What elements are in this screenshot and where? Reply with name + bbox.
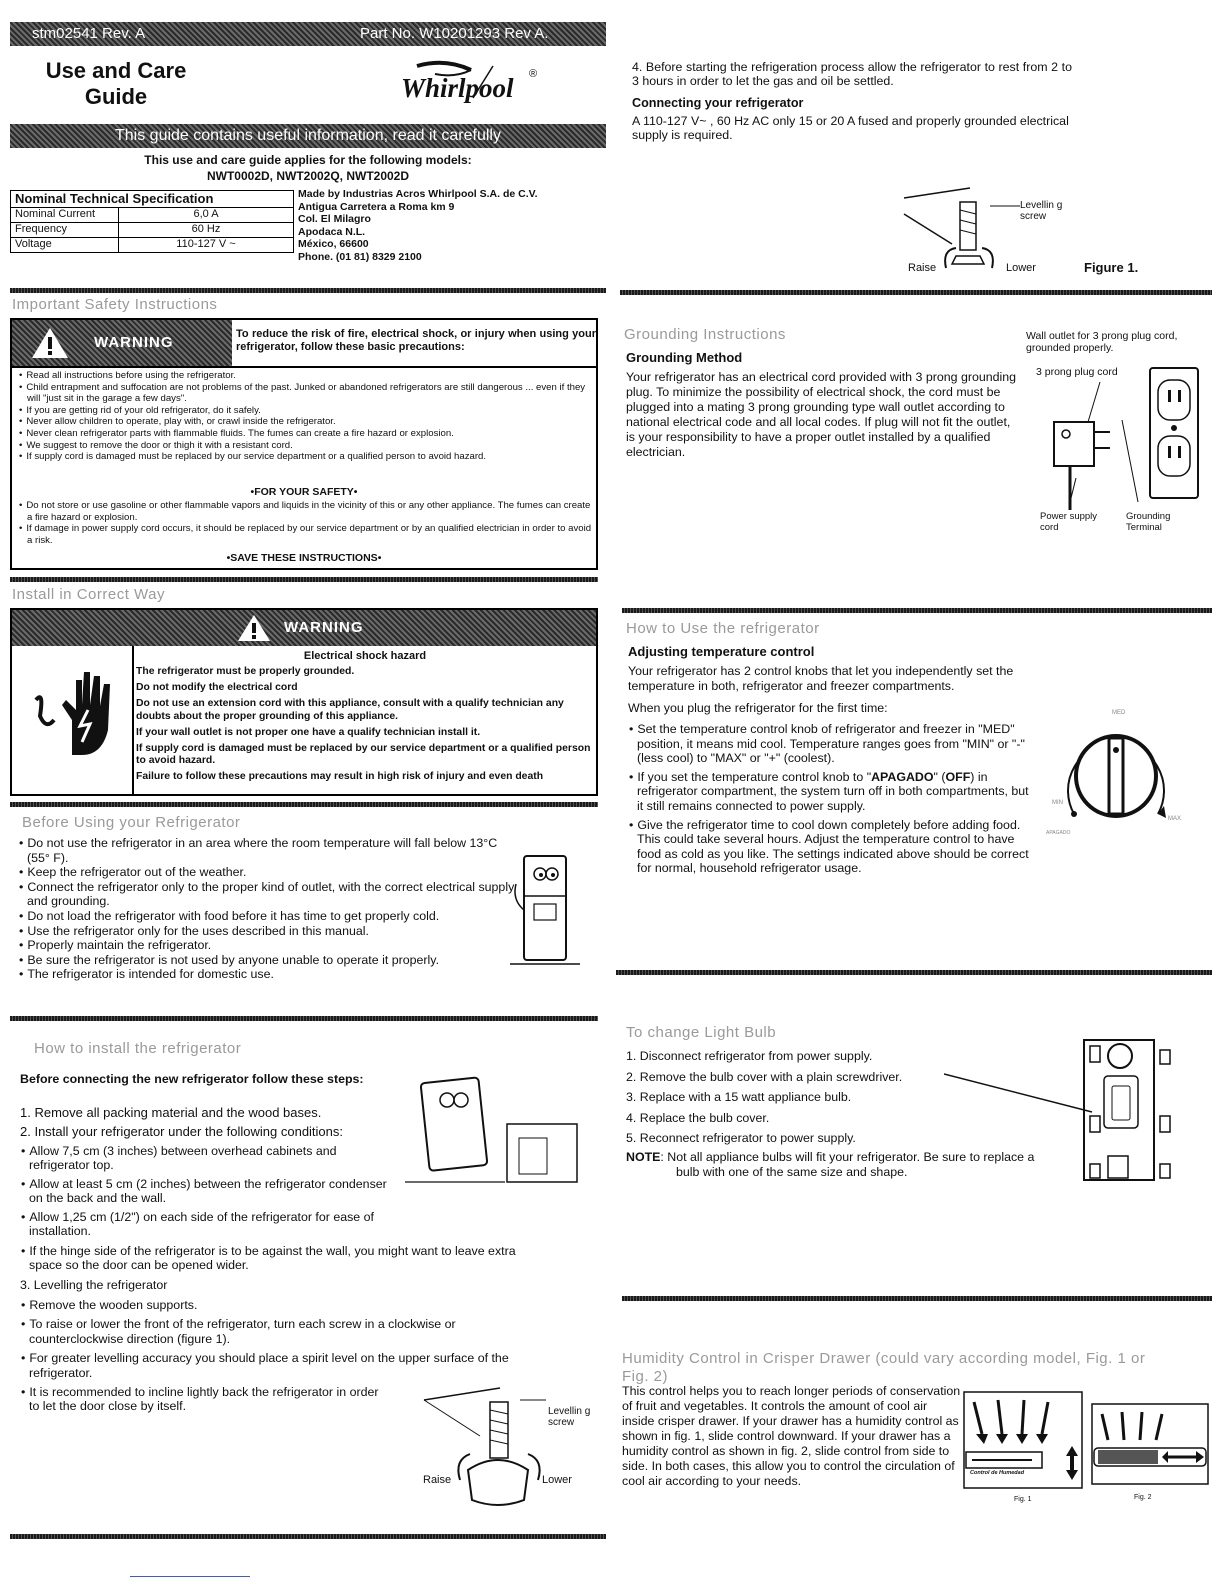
install-step-3: 3. Levelling the refrigerator <box>20 1278 168 1292</box>
step-4: 4. Before starting the refrigeration process allow the refrigerator to rest from 2 to 3 hours in order to let the gas and oil be settled. <box>632 60 1072 89</box>
knob-min-label: MIN <box>1052 800 1063 806</box>
divider <box>616 970 1212 975</box>
divider <box>622 1296 1212 1301</box>
section-title-humidity: Humidity Control in Crisper Drawer (could vary according model, Fig. 1 or Fig. 2) <box>622 1350 1146 1385</box>
electric-hand-icon <box>32 660 122 760</box>
how-use-list <box>628 722 1038 876</box>
fridge-install-illustration <box>395 1074 595 1184</box>
list-item: • Never allow children to operate, play with, or crawl inside the refrigerator. <box>18 416 594 428</box>
divider <box>10 288 606 293</box>
table-row: Voltage 110-127 V ~ <box>11 238 294 253</box>
warning-text: To reduce the risk of fire, electrical shock, or injury when using your refrigerator, follow these basic precautions: <box>236 328 596 353</box>
list-item: • It is recommended to incline lightly back the refrigerator in order to let the door close by itself. <box>20 1385 380 1414</box>
hazard-title: Electrical shock hazard <box>303 650 427 662</box>
fig-lower-label: Lower <box>542 1474 572 1486</box>
fig-levelling-label: Levellin g screw <box>548 1406 591 1428</box>
list-item: • Allow 1,25 cm (1/2") on each side of the refrigerator for ease of installation. <box>20 1210 390 1239</box>
bulb-note: NOTE: Not all appliance bulbs will fit your refrigerator. Be sure to replace a bulb with one of the same size and shape. <box>626 1150 1035 1179</box>
table-row: Nominal Current 6,0 A <box>11 208 294 223</box>
fig-outlet-label: Wall outlet for 3 prong plug cord, grounded properly. <box>1026 330 1178 354</box>
registered-mark: ® <box>529 68 538 80</box>
list-item: If supply cord is damaged must be replaced by our service department or a qualified person to avoid hazard. <box>136 743 591 767</box>
conditions-list-2 <box>20 1244 520 1273</box>
list-item: • Do not load the refrigerator with food before it has time to get properly cold. <box>18 909 518 924</box>
fig2-label: Fig. 2 <box>1134 1494 1152 1501</box>
how-install-intro: Before connecting the new refrigerator follow these steps: <box>20 1072 364 1086</box>
list-item: • Give the refrigerator time to cool down completely before adding food. This could take several hours. Adjust the temperature control to have food as cold as you like. The settings indicated above should be correct for normal, household refrigerator usage. <box>628 818 1038 876</box>
info-banner: This guide contains useful information, read it carefully <box>10 124 606 148</box>
list-item: Failure to follow these precautions may result in high risk of injury and even death <box>136 771 544 783</box>
list-item: • Do not use the refrigerator in an area where the room temperature will fall below 13°C (55° F). <box>18 836 518 865</box>
spec-title: Nominal Technical Specification <box>11 191 294 208</box>
section-title-bulb: To change Light Bulb <box>626 1024 777 1041</box>
list-item: • Be sure the refrigerator is not used by anyone unable to operate it properly. <box>18 953 518 968</box>
list-item: Do not use an extension cord with this appliance, consult with a qualify technician any doubts about the proper grounding of this appliance. <box>136 698 564 722</box>
list-item: • Keep the refrigerator out of the weather. <box>18 865 518 880</box>
divider <box>132 646 134 794</box>
safety-list-2 <box>18 500 594 546</box>
knob-med-label: MED <box>1112 710 1126 716</box>
fig-lower-label: Lower <box>1006 262 1036 274</box>
list-item: • Read all instructions before using the refrigerator. <box>18 370 594 382</box>
list-item: • Child entrapment and suffocation are not problems of the past. Junked or abandoned refrigerators are still dangerous ... even if they will "just sit in the garage a few days". <box>18 382 594 405</box>
page-title: Use and Care Guide <box>45 58 187 109</box>
brand-logo <box>395 58 545 104</box>
grounding-method: Grounding Method <box>626 350 743 365</box>
safety-warning-box <box>10 318 598 570</box>
list-item: • To raise or lower the front of the refrigerator, turn each screw in a clockwise or counterclockwise direction (figure 1). <box>20 1317 515 1346</box>
section-title-before: Before Using your Refrigerator <box>22 814 241 831</box>
connecting-text: A 110-127 V~ , 60 Hz AC only 15 or 20 A fused and properly grounded electrical supply is required. <box>632 114 1069 143</box>
warning-banner: WARNING <box>12 320 232 366</box>
list-item: • Do not store or use gasoline or other flammable vapors and liquids in the vicinity of this or any other appliance. The fumes can create a fire hazard or explosion. <box>18 500 594 523</box>
install-warning-lines <box>136 666 592 784</box>
doc-number: stm02541 Rev. A <box>32 25 146 42</box>
list-item: • Never clean refrigerator parts with flammable fluids. The fumes can create a fire hazard or explosion. <box>18 428 594 440</box>
levelling-screw-icon <box>900 184 1040 274</box>
divider <box>622 608 1212 613</box>
list-item: • We suggest to remove the door or thigh it with a resistant cord. <box>18 440 594 452</box>
grounding-text: Your refrigerator has an electrical cord provided with 3 prong grounding plug. To minimize the possibility of electrical shock, the cord must be plugged into a mating 3 prong grounding type wall outlet according to national electrical code and all local codes. If plug will not fit the outlet, is your responsibility to have a proper outlet installed by a qualified electrician. <box>626 370 1017 459</box>
conditions-list <box>20 1144 390 1242</box>
how-use-p2: When you plug the refrigerator for the first time: <box>628 701 888 715</box>
section-title-install: Install in Correct Way <box>12 586 165 603</box>
figure-1-label: Figure 1. <box>1084 260 1139 275</box>
divider <box>10 577 598 582</box>
humidity-text: This control helps you to reach longer periods of conservation of fruit and vegetables. It controls the amount of cool air inside crisper drawer. If your drawer has a humidity control as shown in fig. 1, slide control downward. If your drawer has a humidity control as shown in fig. 2, slide control from side to side. In both cases, this allow you to control the circulation of cool air according to your needs. <box>622 1384 961 1488</box>
maker-address: Made by Industrias Acros Whirlpool S.A. de C.V. Antigua Carretera a Roma km 9 Col. El Milagro Apodaca N.L. México, 66600 Phone. (01 81) 8329 2100 <box>298 188 538 263</box>
divider <box>620 290 1212 295</box>
before-list <box>18 836 518 982</box>
section-title-safety: Important Safety Instructions <box>12 296 218 313</box>
list-item: The refrigerator must be properly grounded. <box>136 666 355 677</box>
warning-banner: WARNING <box>12 610 596 646</box>
list-item: 4. Replace the bulb cover. <box>626 1110 770 1125</box>
fig-ground-label: Grounding Terminal <box>1126 511 1171 533</box>
list-item: • Remove the wooden supports. <box>20 1298 515 1312</box>
table-row: Frequency 60 Hz <box>11 223 294 238</box>
fig-levelling-label: Levellin g screw <box>1020 200 1063 222</box>
list-item: 2. Remove the bulb cover with a plain screwdriver. <box>626 1069 903 1084</box>
list-item: • For greater levelling accuracy you should place a spirit level on the upper surface of the refrigerator. <box>20 1351 515 1380</box>
divider <box>12 366 596 368</box>
warning-triangle-icon <box>30 326 70 360</box>
list-item: • If you are getting rid of your old refrigerator, do it safely. <box>18 405 594 417</box>
part-number: Part No. W10201293 Rev A. <box>360 25 549 42</box>
list-item: 3. Replace with a 15 watt appliance bulb. <box>626 1090 852 1105</box>
fig-raise-label: Raise <box>423 1474 452 1486</box>
divider <box>10 1534 606 1539</box>
connecting-title: Connecting your refrigerator <box>632 96 804 110</box>
install-warning-box <box>10 608 598 796</box>
install-step-2: 2. Install your refrigerator under the following conditions: <box>20 1124 344 1139</box>
list-item: • Connect the refrigerator only to the proper kind of outlet, with the correct electrical supply and grounding. <box>18 880 518 909</box>
fig-plug-label: 3 prong plug cord <box>1036 366 1118 378</box>
safety-list <box>18 370 594 463</box>
knob-icon <box>1060 704 1170 844</box>
list-item: • Use the refrigerator only for the uses described in this manual. <box>18 924 518 939</box>
outlet-icon <box>1030 362 1200 512</box>
models-intro: This use and care guide applies for the following models: NWT0002D, NWT2002Q, NWT2002D <box>144 153 472 183</box>
knob-max-label: MAX <box>1168 816 1182 822</box>
install-step-1: 1. Remove all packing material and the wood bases. <box>20 1105 322 1120</box>
list-item: 5. Reconnect refrigerator to power supply. <box>626 1131 856 1146</box>
list-item: • If damage in power supply cord occurs, it should be replaced by our service department or by an qualified electrician in order to avoid a risk. <box>18 523 594 546</box>
section-title-grounding: Grounding Instructions <box>624 326 786 343</box>
divider <box>10 1016 598 1021</box>
warning-triangle-icon <box>236 613 272 643</box>
fig-raise-label: Raise <box>908 262 937 274</box>
list-item: If your wall outlet is not proper one have a qualify technician install it. <box>136 726 481 738</box>
list-item: Do not modify the electrical cord <box>136 682 298 694</box>
screwdriver-pointer-line <box>944 1070 1094 1120</box>
fridge-mascot-icon <box>510 850 580 970</box>
logo-text: Whirlpool <box>401 73 514 103</box>
footer-link-line <box>130 1576 250 1577</box>
how-use-subtitle: Adjusting temperature control <box>628 644 815 659</box>
how-use-p1: Your refrigerator has 2 control knobs that let you independently set the temperature in both, refrigerator and freezer compartments. <box>628 664 1014 693</box>
fig-power-label: Power supply cord <box>1040 511 1098 533</box>
header-bar <box>10 22 606 46</box>
fig1-caption: Control de Humedad <box>970 1470 1025 1476</box>
levelling-screw-icon <box>420 1380 620 1510</box>
list-item: • Allow at least 5 cm (2 inches) between the refrigerator condenser on the back and the wall. <box>20 1177 390 1206</box>
list-item: • The refrigerator is intended for domestic use. <box>18 967 518 982</box>
section-title-how-install: How to install the refrigerator <box>34 1040 242 1057</box>
fig1-label: Fig. 1 <box>1014 1496 1032 1503</box>
knob-off-label: APAGADO <box>1046 830 1071 836</box>
list-item: • Allow 7,5 cm (3 inches) between overhead cabinets and refrigerator top. <box>20 1144 390 1173</box>
list-item: • If you set the temperature control knob to "APAGADO" (OFF) in refrigerator compartment, the system turn off in both compartments, but it still remains connected to power supply. <box>628 770 1038 814</box>
spec-table <box>10 190 294 253</box>
list-item: • Set the temperature control knob of refrigerator and freezer in "MED" position, it means mid cool. Temperature ranges goes from "MIN" or "-" (less cool) to "MAX" or "+" (coolest). <box>628 722 1038 766</box>
list-item: • Properly maintain the refrigerator. <box>18 938 518 953</box>
for-your-safety: •FOR YOUR SAFETY• <box>250 486 358 498</box>
list-item: 1. Disconnect refrigerator from power supply. <box>626 1049 873 1063</box>
save-instructions: •SAVE THESE INSTRUCTIONS• <box>226 552 382 564</box>
list-item: • If supply cord is damaged must be replaced by our service department or a qualified person to avoid hazard. <box>18 451 594 463</box>
divider <box>10 802 598 807</box>
list-item: • If the hinge side of the refrigerator is to be against the wall, you might want to leave extra space so the door can be opened wider. <box>20 1244 520 1273</box>
section-title-how-use: How to Use the refrigerator <box>626 620 820 637</box>
